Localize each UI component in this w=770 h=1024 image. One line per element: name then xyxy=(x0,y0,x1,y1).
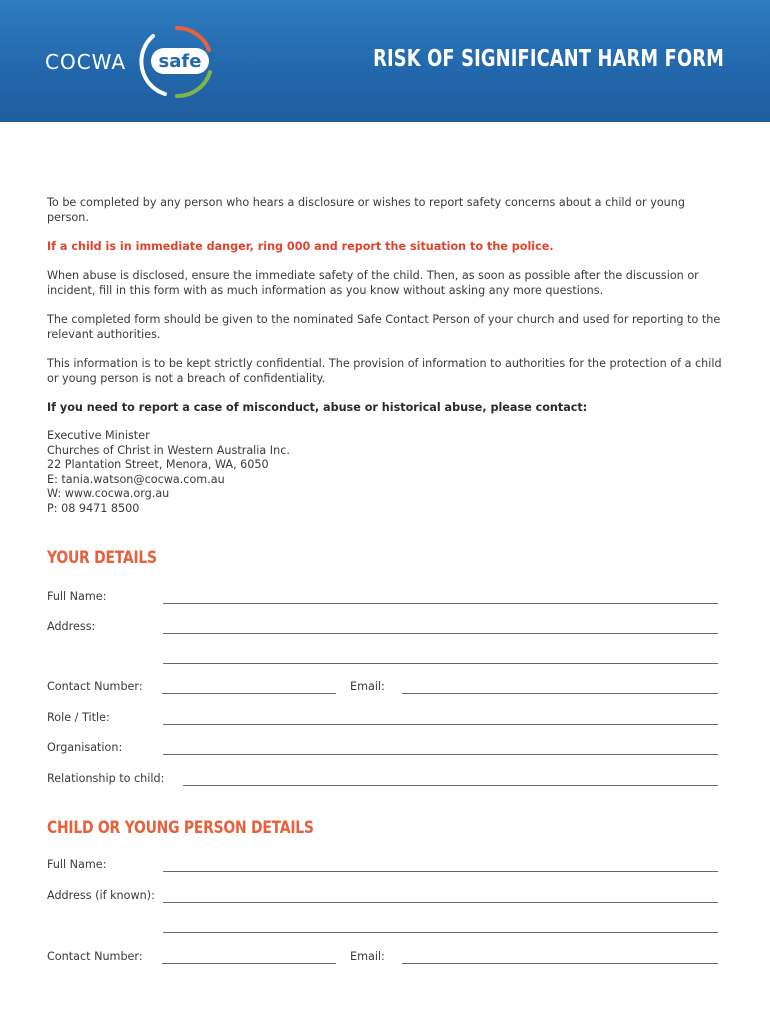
intro-paragraph: The completed form should be given to the nominated Safe Contact Person of your church and used for reporting to the relevant authorities. xyxy=(47,313,721,341)
field-label: Role / Title: xyxy=(47,711,110,724)
report-contact-heading: If you need to report a case of misconduct, abuse or historical abuse, please contact: xyxy=(47,401,588,414)
child-address-row xyxy=(47,889,719,907)
child-email-field[interactable] xyxy=(402,963,718,964)
your-contact-row xyxy=(47,680,719,698)
child-contact-row xyxy=(47,950,719,968)
child-details-heading: CHILD OR YOUNG PERSON DETAILS xyxy=(47,818,314,838)
child-contact-number-field[interactable] xyxy=(162,963,336,964)
contact-address: 22 Plantation Street, Menora, WA, 6050 xyxy=(47,458,269,472)
cocwa-safe-logo xyxy=(45,22,220,102)
your-organisation-row xyxy=(47,741,719,759)
field-label: Full Name: xyxy=(47,590,107,603)
your-role-row xyxy=(47,711,719,729)
your-address-field-line-2[interactable] xyxy=(163,663,718,664)
your-address-line-2-row xyxy=(47,650,719,668)
relationship-to-child-field[interactable] xyxy=(183,785,718,786)
emergency-notice: If a child is in immediate danger, ring 000 and report the situation to the police. xyxy=(47,240,554,253)
intro-paragraph: To be completed by any person who hears a disclosure or wishes to report safety concerns about a child or young person. xyxy=(47,196,685,224)
field-label: Contact Number: xyxy=(47,950,143,963)
your-email-field[interactable] xyxy=(402,693,718,694)
field-label: Email: xyxy=(350,680,385,693)
child-full-name-row xyxy=(47,858,719,876)
child-full-name-field[interactable] xyxy=(163,871,718,872)
intro-section xyxy=(47,195,727,517)
field-label: Full Name: xyxy=(47,858,107,871)
logo-text: COCWA xyxy=(45,50,127,74)
header-banner xyxy=(0,0,770,122)
your-organisation-field[interactable] xyxy=(163,754,718,755)
intro-paragraph: When abuse is disclosed, ensure the immediate safety of the child. Then, as soon as possible after the discussion or incident, fill in this form with as much information as you know without asking any more questions. xyxy=(47,269,699,297)
your-address-field[interactable] xyxy=(163,633,718,634)
field-label: Address: xyxy=(47,620,96,633)
field-label: Address (if known): xyxy=(47,889,155,902)
your-contact-number-field[interactable] xyxy=(162,693,336,694)
field-label: Email: xyxy=(350,950,385,963)
field-label: Relationship to child: xyxy=(47,772,165,785)
intro-paragraph: This information is to be kept strictly confidential. The provision of information to authorities for the protection of a child or young person is not a breach of confidentiality. xyxy=(47,357,722,385)
contact-website: W: www.cocwa.org.au xyxy=(47,487,170,501)
field-label: Contact Number: xyxy=(47,680,143,693)
your-address-row xyxy=(47,620,719,638)
relationship-row xyxy=(47,772,719,790)
your-details-heading: YOUR DETAILS xyxy=(47,548,157,568)
your-role-title-field[interactable] xyxy=(163,724,718,725)
your-full-name-row xyxy=(47,590,719,608)
contact-phone: P: 08 9471 8500 xyxy=(47,501,140,515)
form-title: RISK OF SIGNIFICANT HARM FORM xyxy=(373,46,724,72)
safe-logo-icon xyxy=(137,22,217,102)
contact-role: Executive Minister xyxy=(47,429,150,442)
field-label: Organisation: xyxy=(47,741,123,754)
contact-details xyxy=(47,429,727,517)
contact-email: E: tania.watson@cocwa.com.au xyxy=(47,472,225,486)
logo-mark-text: safe xyxy=(158,51,202,72)
child-address-field[interactable] xyxy=(163,902,718,903)
your-full-name-field[interactable] xyxy=(163,603,718,604)
child-address-field-line-2[interactable] xyxy=(163,932,718,933)
child-address-line-2-row xyxy=(47,919,719,937)
contact-organisation: Churches of Christ in Western Australia Inc. xyxy=(47,443,290,457)
